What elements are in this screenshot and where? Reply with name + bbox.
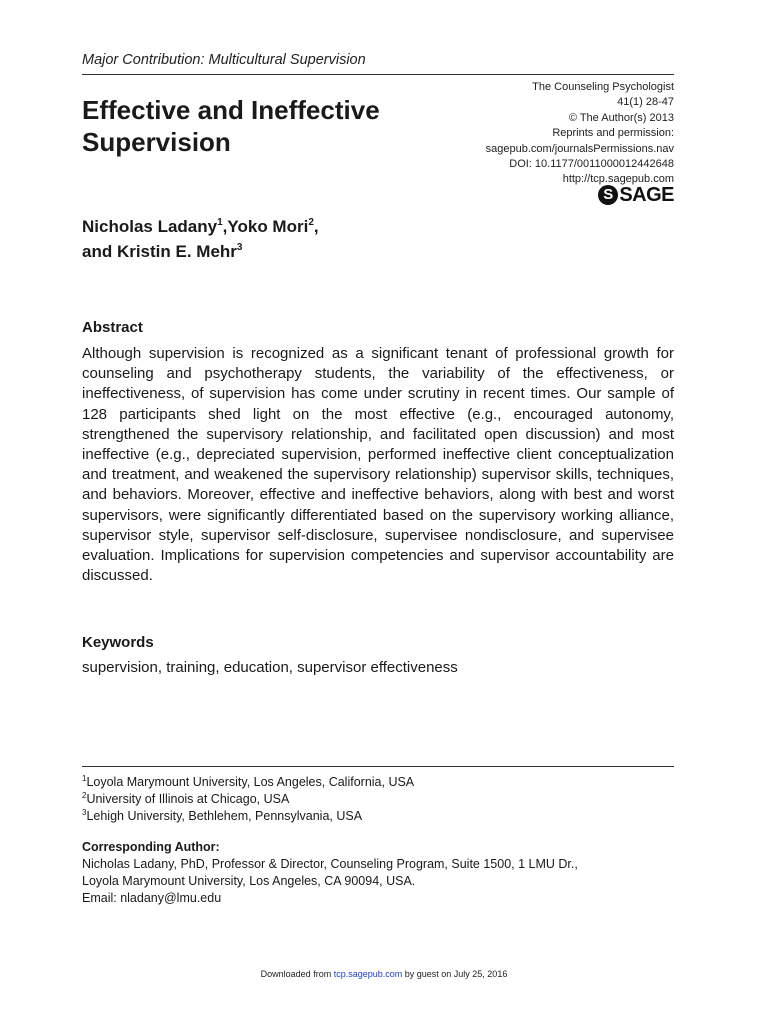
author-separator: , bbox=[222, 217, 228, 236]
keywords-heading: Keywords bbox=[82, 634, 154, 651]
abstract-text: Although supervision is recognized as a significant tenant of professional growth for counseling and psychotherapy students, the variability of the effectiveness, or ineffectiveness, of supervision has come under scrutiny in recent times. Our sample of 128 participants shed light on the most effective (e.g., encouraged autonomy, strengthened the supervisory relationship, and facilitated open discussion) and most ineffective (e.g., depreciated supervision, performed ineffective client conceptualization and treatment, and weakened the supervisory relationship) supervisor skills, techniques, and behaviors. Moreover, effective and ineffective behaviors, along with best and worst supervisors, were significantly differentiated based on the supervisory working alliance, supervisor style, supervisor self-disclosure, supervisee nondisclosure, and supervisee evaluation. Implications for supervision competencies and supervisor accountability are discussed. bbox=[82, 345, 674, 585]
affiliation-number: 1 bbox=[82, 774, 87, 783]
copyright: © The Author(s) 2013 bbox=[568, 111, 674, 124]
author-affil-ref: 3 bbox=[236, 242, 243, 253]
affiliation-item bbox=[82, 774, 414, 791]
affiliation-text: Lehigh University, Bethlehem, Pennsylvania, USA bbox=[86, 809, 363, 823]
title-line-2: Supervision bbox=[82, 127, 231, 157]
reprints-label: Reprints and permission: bbox=[552, 127, 674, 140]
permissions-link[interactable]: sagepub.com/journalsPermissions.nav bbox=[485, 142, 674, 155]
journal-info bbox=[434, 80, 674, 188]
download-prefix: Downloaded from bbox=[260, 969, 334, 979]
author-name: Yoko Mori bbox=[227, 217, 309, 236]
download-link[interactable]: tcp.sagepub.com bbox=[333, 969, 403, 979]
journal-name: The Counseling Psychologist bbox=[532, 81, 674, 93]
author-affil-ref: 2 bbox=[308, 217, 314, 228]
author-name: Nicholas Ladany bbox=[82, 217, 218, 236]
sage-logo-icon: S bbox=[598, 185, 618, 205]
affiliation-text: University of Illinois at Chicago, USA bbox=[86, 792, 290, 806]
running-head: Major Contribution: Multicultural Supervision bbox=[82, 52, 366, 68]
header-rule bbox=[82, 74, 674, 75]
affiliation-item bbox=[82, 791, 414, 808]
corresponding-author-heading: Corresponding Author: bbox=[82, 840, 220, 854]
corresponding-email[interactable]: Email: nladany@lmu.edu bbox=[82, 891, 222, 906]
title-line-1: Effective and Ineffective bbox=[82, 95, 380, 125]
author-affil-ref: 1 bbox=[217, 217, 223, 228]
article-title bbox=[82, 94, 442, 158]
download-note bbox=[0, 969, 768, 979]
affiliation-number: 3 bbox=[82, 808, 87, 817]
journal-volume: 41(1) 28-47 bbox=[617, 96, 674, 109]
download-suffix: by guest on July 25, 2016 bbox=[402, 969, 508, 979]
sage-logo-text: SAGE bbox=[619, 183, 674, 206]
author-list bbox=[82, 214, 482, 264]
journal-url[interactable]: http://tcp.sagepub.com bbox=[562, 173, 674, 186]
keywords-text: supervision, training, education, supervisor effectiveness bbox=[82, 659, 458, 676]
abstract-heading: Abstract bbox=[82, 319, 143, 336]
doi: DOI: 10.1177/0011000012442648 bbox=[509, 158, 674, 171]
footnote-rule bbox=[82, 766, 674, 767]
affiliation-text: Loyola Marymount University, Los Angeles, California, USA bbox=[86, 775, 415, 789]
affiliations bbox=[82, 774, 414, 825]
affiliation-item bbox=[82, 808, 414, 825]
corresponding-line: Loyola Marymount University, Los Angeles, CA 90094, USA. bbox=[82, 874, 416, 889]
author-separator: , bbox=[313, 217, 319, 236]
corresponding-line: Nicholas Ladany, PhD, Professor & Director, Counseling Program, Suite 1500, 1 LMU Dr., bbox=[82, 857, 578, 871]
sage-logo bbox=[598, 183, 674, 207]
affiliation-number: 2 bbox=[82, 791, 87, 800]
corresponding-author-details bbox=[82, 856, 578, 908]
author-name: and Kristin E. Mehr bbox=[82, 242, 237, 261]
